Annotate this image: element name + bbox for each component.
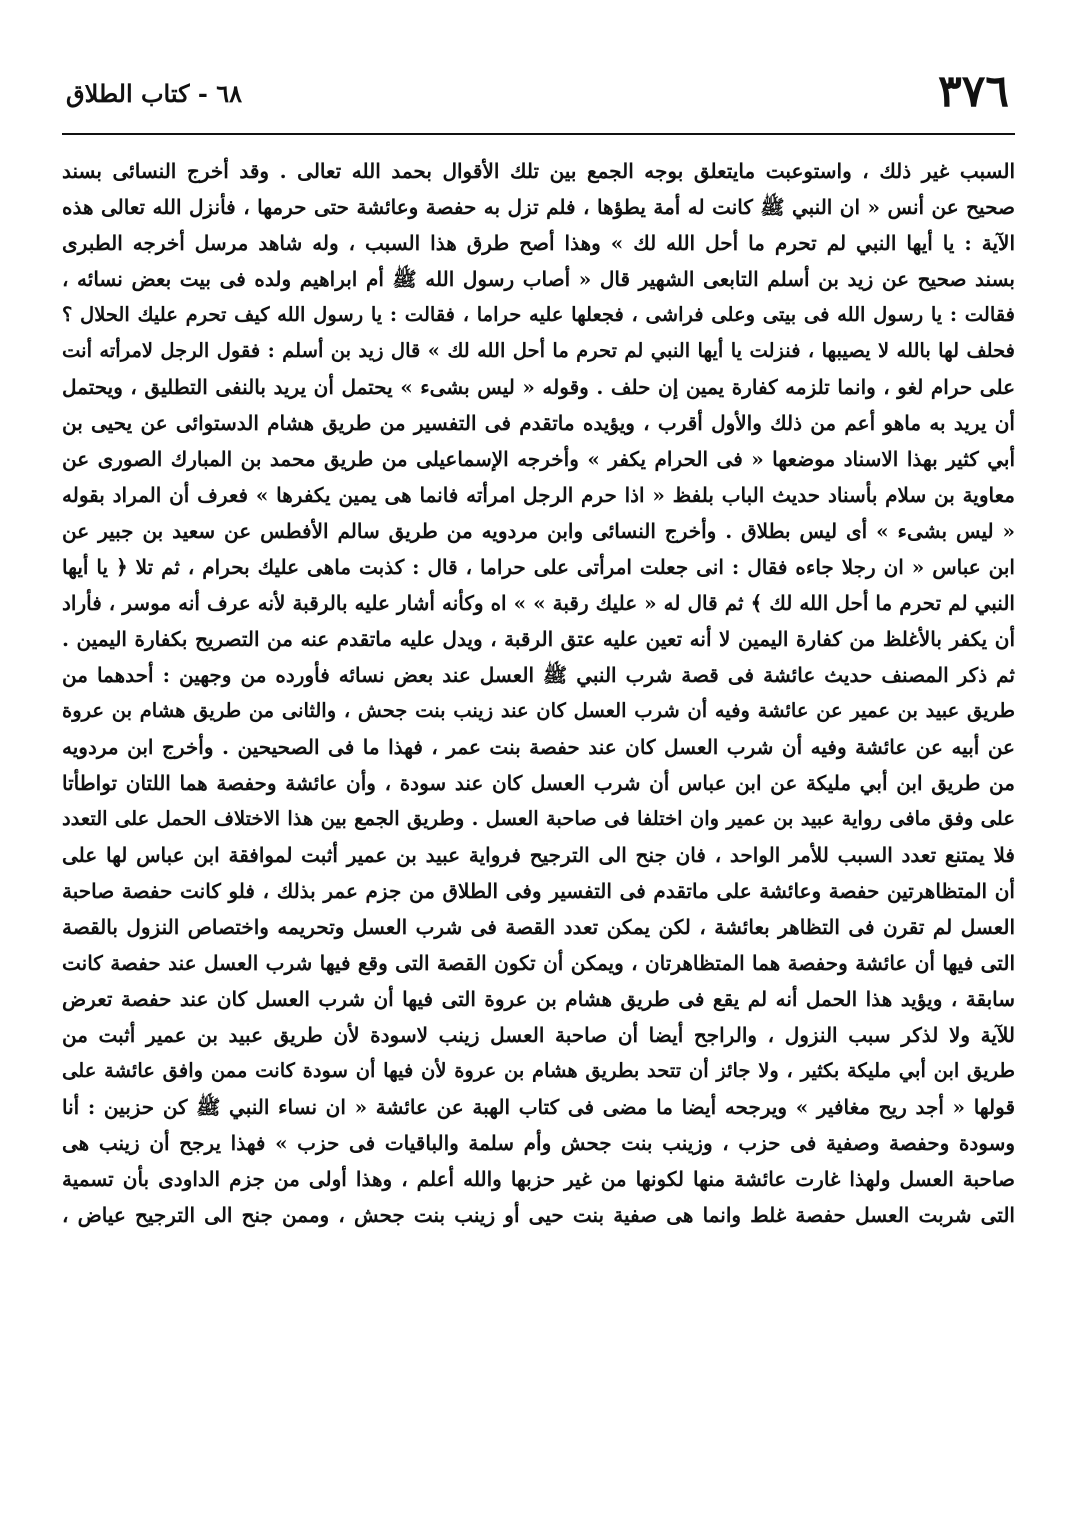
header-divider	[62, 133, 1015, 135]
text-line: « ليس بشىء » أى ليس بطلاق . وأخرج النسائى وابن مردويه من طريق سالم الأفطس عن سعيد بن جبير عن	[62, 519, 1015, 543]
text-line: الآية : يا أيها النبي لم تحرم ما أحل الله لك » وهذا أصح طرق هذا السبب ، وله شاهد مرسل أخرجه الطبرى	[62, 231, 1015, 255]
text-line: التى فيها أن عائشة وحفصة هما المتظاهرتان ، ويمكن أن تكون القصة التى وقع فيها شرب العسل عند حفصة كانت	[62, 951, 1015, 975]
text-line: عن أبيه عن عائشة وفيه أن شرب العسل كان عند حفصة بنت عمر ، فهذا ما فى الصحيحين . وأخرج ابن مردويه	[62, 735, 1015, 759]
text-line: على وفق مافى رواية عبيد بن عمير وان اختلفا فى صاحبة العسل . وطريق الجمع بين هذا الاختلاف الحمل على التعدد	[62, 807, 1015, 830]
text-line: العسل لم تقرن فى التظاهر بعائشة ، لكن يمكن تعدد القصة فى شرب العسل وتحريمه واختصاص النزول بالقصة	[62, 915, 1015, 939]
text-line: صاحبة العسل ولهذا غارت عائشة منها لكونها من غير حزبها والله أعلم ، وهذا أولى من جزم الداودى بأن تسمية	[62, 1167, 1015, 1191]
text-line: أن يكفر بالأغلظ من كفارة اليمين لا أنه تعين عليه عتق الرقبة ، ويدل عليه ماتقدم عنه من التصريح بكفارة اليمين .	[62, 627, 1015, 651]
text-line: طريق ابن أبي مليكة بكثير ، ولا جائز أن تتحد بطريق هشام بن عروة لأن فيها أن سودة كانت ممن وافق عائشة على	[62, 1059, 1015, 1082]
text-line: أبي كثير بهذا الاسناد موضعها « فى الحرام يكفر » وأخرجه الإسماعيلى من طريق محمد بن المبارك الصورى عن	[62, 447, 1015, 471]
text-line: طريق عبيد بن عمير عن عائشة وفيه أن شرب العسل كان عند زينب بنت جحش ، والثانى من طريق هشام بن عروة	[62, 699, 1015, 722]
text-line: فحلف لها بالله لا يصيبها ، فنزلت يا أيها النبي لم تحرم ما أحل الله لك » قال زيد بن أسلم : فقول الرجل لامرأته أنت	[62, 339, 1015, 362]
page-number: ٣٧٦	[938, 66, 1009, 117]
text-line: للآية ولا لذكر سبب النزول ، والراجح أيضا أن صاحبة العسل زينب لاسودة لأن طريق عبيد بن عمير أثبت من	[62, 1023, 1015, 1047]
text-line: وسودة وحفصة وصفية فى حزب ، وزينب بنت جحش وأم سلمة والباقيات فى حزب » فهذا يرجح أن زينب هى	[62, 1131, 1015, 1155]
text-line: ابن عباس « ان رجلا جاءه فقال : انى جعلت امرأتى على حراما ، قال : كذبت ماهى عليك بحرام ، ثم تلا ﴿ يا أيها	[62, 555, 1015, 579]
text-line: التى شربت العسل حفصة غلط وانما هى صفية بنت حيى أو زينب بنت جحش ، وممن جنح الى الترجيح عياض ،	[62, 1203, 1015, 1227]
text-line: أن يريد به ماهو أعم من ذلك والأول أقرب ، ويؤيده ماتقدم فى التفسير من طريق هشام الدستوائى عن يحيى بن	[62, 411, 1015, 435]
text-line: النبي لم تحرم ما أحل الله لك ﴾ ثم قال له « عليك رقبة » » اه وكأنه أشار عليه بالرقبة لأنه عرف أنه موسر ، فأراد	[62, 591, 1015, 615]
text-line: ثم ذكر المصنف حديث عائشة فى قصة شرب النبي ﷺ العسل عند بعض نسائه فأورده من وجهين : أحدهما من	[62, 663, 1015, 687]
text-line: فلا يمتنع تعدد السبب للأمر الواحد ، فان جنح الى الترجيح فرواية عبيد بن عمير أثبت لموافقة ابن عباس لها على	[62, 843, 1015, 867]
text-line: على حرام لغو ، وانما تلزمه كفارة يمين إن حلف . وقوله « ليس بشىء » يحتمل أن يريد بالنفى التطليق ، ويحتمل	[62, 375, 1015, 399]
text-line: صحيح عن أنس « ان النبي ﷺ كانت له أمة يطؤها ، فلم تزل به حفصة وعائشة حتى حرمها ، فأنزل الله تعالى هذه	[62, 195, 1015, 219]
text-line: سابقة ، ويؤيد هذا الحمل أنه لم يقع فى طريق هشام بن عروة التى فيها أن شرب العسل كان عند حفصة تعرض	[62, 987, 1015, 1011]
body-text	[62, 153, 1015, 1233]
text-line: فقالت : يا رسول الله فى بيتى وعلى فراشى ، فجعلها عليه حراما ، فقالت : يا رسول الله كيف تحرم عليك الحلال ؟	[62, 303, 1015, 326]
page-header	[62, 58, 1015, 128]
text-line: بسند صحيح عن زيد بن أسلم التابعى الشهير قال « أصاب رسول الله ﷺ أم ابراهيم ولده فى بيت بعض نسائه ،	[62, 267, 1015, 291]
text-line: أن المتظاهرتين حفصة وعائشة على ماتقدم فى التفسير وفى الطلاق من جزم عمر بذلك ، فلو كانت حفصة صاحبة	[62, 879, 1015, 903]
text-line: قولها « أجد ريح مغافير » ويرجحه أيضا ما مضى فى كتاب الهبة عن عائشة « ان نساء النبي ﷺ كن حزبين : أنا	[62, 1095, 1015, 1119]
chapter-title: ٦٨ - كتاب الطلاق	[66, 79, 242, 108]
text-line: معاوية بن سلام بأسناد حديث الباب بلفظ « اذا حرم الرجل امرأته فانما هى يمين يكفرها » فعرف أن المراد بقوله	[62, 483, 1015, 507]
text-line: من طريق ابن أبي مليكة عن ابن عباس أن شرب العسل كان عند سودة ، وأن عائشة وحفصة هما اللتان تواطأتا	[62, 771, 1015, 795]
text-line: السبب غير ذلك ، واستوعبت مايتعلق بوجه الجمع بين تلك الأقوال بحمد الله تعالى . وقد أخرج النسائى بسند	[62, 159, 1015, 183]
